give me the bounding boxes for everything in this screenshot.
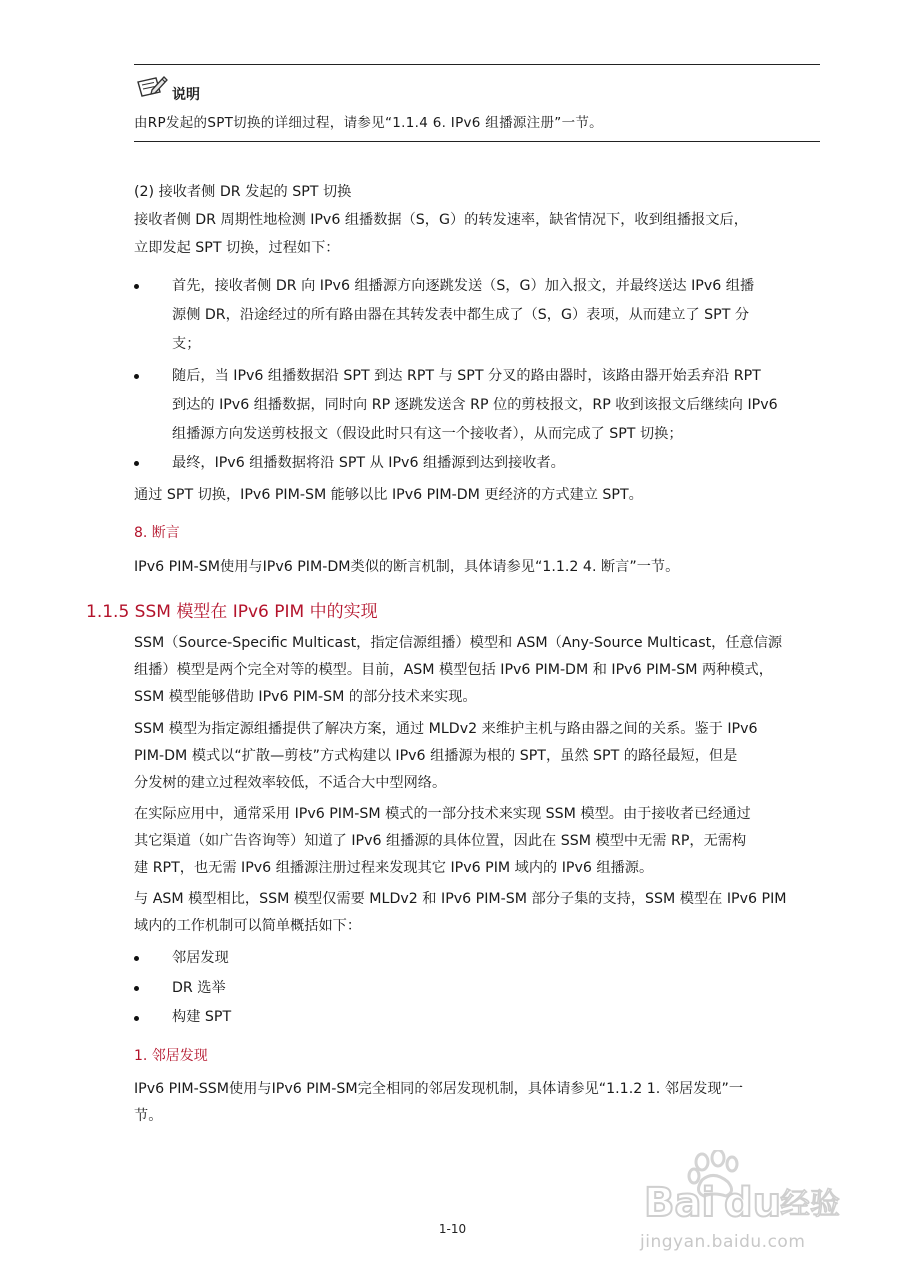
bullet-icon [134, 1016, 142, 1024]
paragraph-line: 其它渠道（如广告咨询等）知道了 IPv6 组播源的具体位置，因此在 SSM 模型中无需 RP，无需构 [134, 833, 747, 849]
neighbor-heading: 1. 邻居发现 [134, 1048, 208, 1064]
note-bottom-rule [134, 141, 820, 142]
section-heading: 1.1.5 SSM 模型在 IPv6 PIM 中的实现 [86, 602, 378, 622]
paragraph-line: 组播）模型是两个完全对等的模型。目前，ASM 模型包括 IPv6 PIM-DM 和 IPv6 PIM-SM 两种模式， [134, 662, 773, 678]
paragraph-line: 建 RPT，也无需 IPv6 组播源注册过程来发现其它 IPv6 PIM 域内的 IPv6 组播源。 [134, 860, 654, 876]
paragraph-line: PIM-DM 模式以“扩散—剪枝”方式构建以 IPv6 组播源为根的 SPT，虽然 SPT 的路径最短，但是 [134, 748, 738, 764]
bullet-text: 到达的 IPv6 组播数据，同时向 RP 逐跳发送含 RP 位的剪枝报文，RP 收到该报文后继续向 IPv6 [172, 397, 778, 413]
summary-paragraph: 通过 SPT 切换，IPv6 PIM-SM 能够以比 IPv6 PIM-DM 更经济的方式建立 SPT。 [134, 487, 643, 503]
paragraph-line: SSM 模型能够借助 IPv6 PIM-SM 的部分技术来实现。 [134, 689, 477, 705]
paragraph-line: SSM 模型为指定源组播提供了解决方案，通过 MLDv2 来维护主机与路由器之间的关系。鉴于 IPv6 [134, 721, 758, 737]
paragraph-line: 与 ASM 模型相比，SSM 模型仅需要 MLDv2 和 IPv6 PIM-SM 部分子集的支持，SSM 模型在 IPv6 PIM [134, 891, 787, 907]
svg-text:经验: 经验 [780, 1187, 840, 1222]
note-title: 说明 [172, 87, 200, 103]
assert-heading: 8. 断言 [134, 525, 180, 541]
list-item: DR 选举 [172, 980, 226, 996]
svg-text:Bai: Bai [644, 1180, 716, 1226]
pencil-note-icon [136, 74, 168, 100]
bullet-text: 源侧 DR，沿途经过的所有路由器在其转发表中都生成了（S，G）表项，从而建立了 SPT 分 [172, 307, 750, 323]
bullet-icon [134, 986, 142, 994]
bullet-text: 组播源方向发送剪枝报文（假设此时只有这一个接收者），从而完成了 SPT 切换； [172, 426, 683, 442]
page-number: 1-10 [438, 1222, 467, 1236]
paragraph-line: 立即发起 SPT 切换，过程如下： [134, 240, 340, 256]
subsection-heading: (2) 接收者侧 DR 发起的 SPT 切换 [134, 184, 352, 200]
bullet-icon [134, 956, 142, 964]
bullet-text: 随后，当 IPv6 组播数据沿 SPT 到达 RPT 与 SPT 分叉的路由器时，该路由器开始丢弃沿 RPT [172, 368, 761, 384]
bullet-icon [134, 461, 142, 469]
list-item: 邻居发现 [172, 950, 229, 966]
paragraph-line: 接收者侧 DR 周期性地检测 IPv6 组播数据（S，G）的转发速率，缺省情况下，收到组播报文后， [134, 212, 748, 228]
paragraph-line: SSM（Source-Specific Multicast，指定信源组播）模型和 ASM（Any-Source Multicast，任意信源 [134, 635, 783, 651]
bullet-text: 首先，接收者侧 DR 向 IPv6 组播源方向逐跳发送（S，G）加入报文，并最终送达 IPv6 组播 [172, 278, 755, 294]
bullet-text: 最终，IPv6 组播数据将沿 SPT 从 IPv6 组播源到达到接收者。 [172, 455, 565, 471]
note-top-rule [134, 64, 820, 65]
bullet-icon [134, 374, 142, 382]
paragraph-line: 在实际应用中，通常采用 IPv6 PIM-SM 模式的一部分技术来实现 SSM 模型。由于接收者已经通过 [134, 806, 751, 822]
note-body: 由RP发起的SPT切换的详细过程，请参见“1.1.4 6. IPv6 组播源注册”一节。 [134, 115, 603, 131]
list-item: 构建 SPT [172, 1009, 232, 1025]
svg-text:du: du [724, 1180, 782, 1226]
watermark-url: jingyan.baidu.com [640, 1232, 806, 1252]
bullet-text: 支； [172, 336, 201, 352]
paragraph-line: 节。 [134, 1108, 163, 1124]
paragraph-line: 分发树的建立过程效率较低，不适合大中型网络。 [134, 775, 447, 791]
bullet-icon [134, 284, 142, 292]
paragraph-line: IPv6 PIM-SSM使用与IPv6 PIM-SM完全相同的邻居发现机制，具体请参见“1.1.2 1. 邻居发现”一 [134, 1081, 744, 1097]
assert-paragraph: IPv6 PIM-SM使用与IPv6 PIM-DM类似的断言机制，具体请参见“1.1.2 4. 断言”一节。 [134, 559, 680, 575]
paragraph-line: 域内的工作机制可以简单概括如下： [134, 918, 362, 934]
